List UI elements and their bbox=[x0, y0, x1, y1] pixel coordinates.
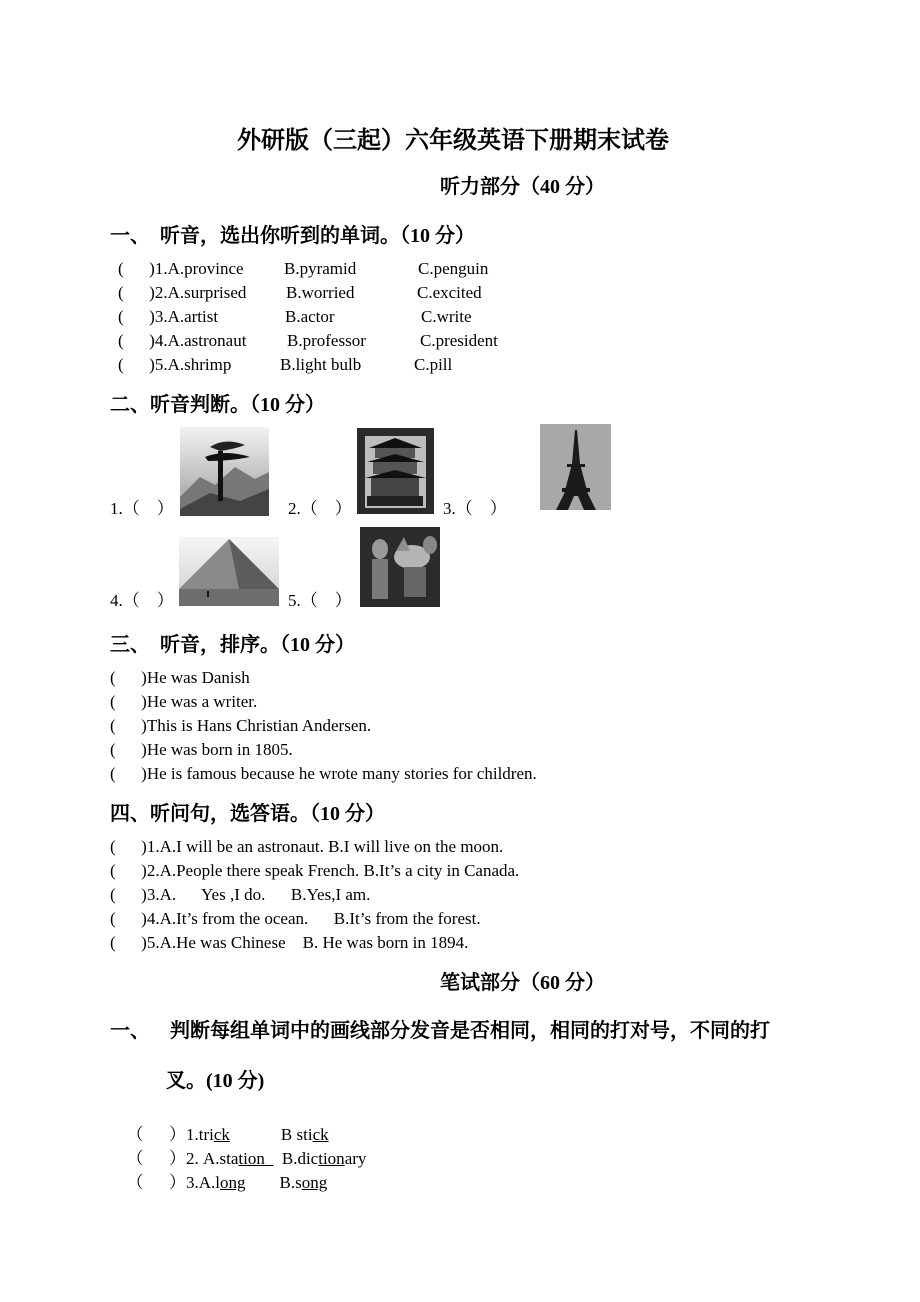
list-item: ( )He was Danish bbox=[110, 668, 250, 687]
list-item: ( )2.A.surprised bbox=[118, 283, 247, 302]
list-item-b: B.actor bbox=[285, 307, 335, 326]
list-item: ( )1.A.I will be an astronaut. B.I will live on the moon. bbox=[110, 837, 504, 856]
list-item-c: C.penguin bbox=[418, 259, 489, 278]
list-item: ( )He was a writer. bbox=[110, 692, 258, 711]
tower-picture bbox=[357, 428, 434, 514]
list-item-b: B.professor bbox=[287, 331, 366, 350]
picture-label-5: 5.（ ） bbox=[288, 591, 352, 610]
list-item: ( )5.A.He was Chinese B. He was born in 1894. bbox=[110, 933, 469, 952]
section-4-title: 四、听问句，选答语。（10 分） bbox=[110, 803, 385, 825]
list-item: ( )4.A.It’s from the ocean. B.It’s from the forest. bbox=[110, 909, 481, 928]
picture-label-1: 1.（ ） bbox=[110, 499, 174, 518]
writing-section-1-title-cont: 叉。(10 分) bbox=[166, 1070, 265, 1092]
list-item-c: C.excited bbox=[417, 283, 482, 302]
list-item-c: C.president bbox=[420, 331, 498, 350]
list-item-b: B.worried bbox=[286, 283, 355, 302]
list-item-b: B.light bulb bbox=[280, 355, 362, 374]
list-item: ( )5.A.shrimp bbox=[118, 355, 232, 374]
list-item-c: C.write bbox=[421, 307, 472, 326]
list-item: ( )4.A.astronaut bbox=[118, 331, 247, 350]
section-2-title: 二、听音判断。（10 分） bbox=[110, 394, 325, 416]
section-1-title: 一、 听音，选出你听到的单词。（10 分） bbox=[110, 225, 475, 247]
list-item: ( )He is famous because he wrote many stories for children. bbox=[110, 764, 537, 783]
terracotta-warriors-picture bbox=[360, 527, 440, 607]
list-item: （ ）2. A.station B.dictionary bbox=[126, 1149, 367, 1168]
writing-header: 笔试部分（60 分） bbox=[440, 972, 605, 994]
picture-label-2: 2.（ ） bbox=[288, 499, 352, 518]
eiffel-tower-picture bbox=[540, 424, 611, 510]
list-item-b: B.pyramid bbox=[284, 259, 357, 278]
listening-header: 听力部分（40 分） bbox=[440, 176, 605, 198]
list-item: ( )2.A.People there speak French. B.It’s a city in Canada. bbox=[110, 861, 520, 880]
list-item: （ ）1.trick B stick bbox=[126, 1125, 329, 1144]
list-item-c: C.pill bbox=[414, 355, 453, 374]
list-item: （ ）3.A.long B.song bbox=[126, 1173, 328, 1192]
list-item: ( )3.A. Yes ,I do. B.Yes,I am. bbox=[110, 885, 371, 904]
list-item: ( )1.A.province bbox=[118, 259, 244, 278]
list-item: ( )3.A.artist bbox=[118, 307, 219, 326]
picture-label-4: 4.（ ） bbox=[110, 591, 174, 610]
page-title: 外研版（三起）六年级英语下册期末试卷 bbox=[237, 128, 669, 154]
list-item: ( )This is Hans Christian Andersen. bbox=[110, 716, 372, 735]
list-item: ( )He was born in 1805. bbox=[110, 740, 293, 759]
pine-tree-picture bbox=[180, 427, 269, 516]
writing-section-1-title: 一、 判断每组单词中的画线部分发音是否相同，相同的打对号，不同的打 bbox=[110, 1020, 770, 1042]
section-3-title: 三、 听音，排序。（10 分） bbox=[110, 634, 355, 656]
pyramid-picture bbox=[179, 537, 279, 606]
picture-label-3: 3.（ ） bbox=[443, 499, 507, 518]
